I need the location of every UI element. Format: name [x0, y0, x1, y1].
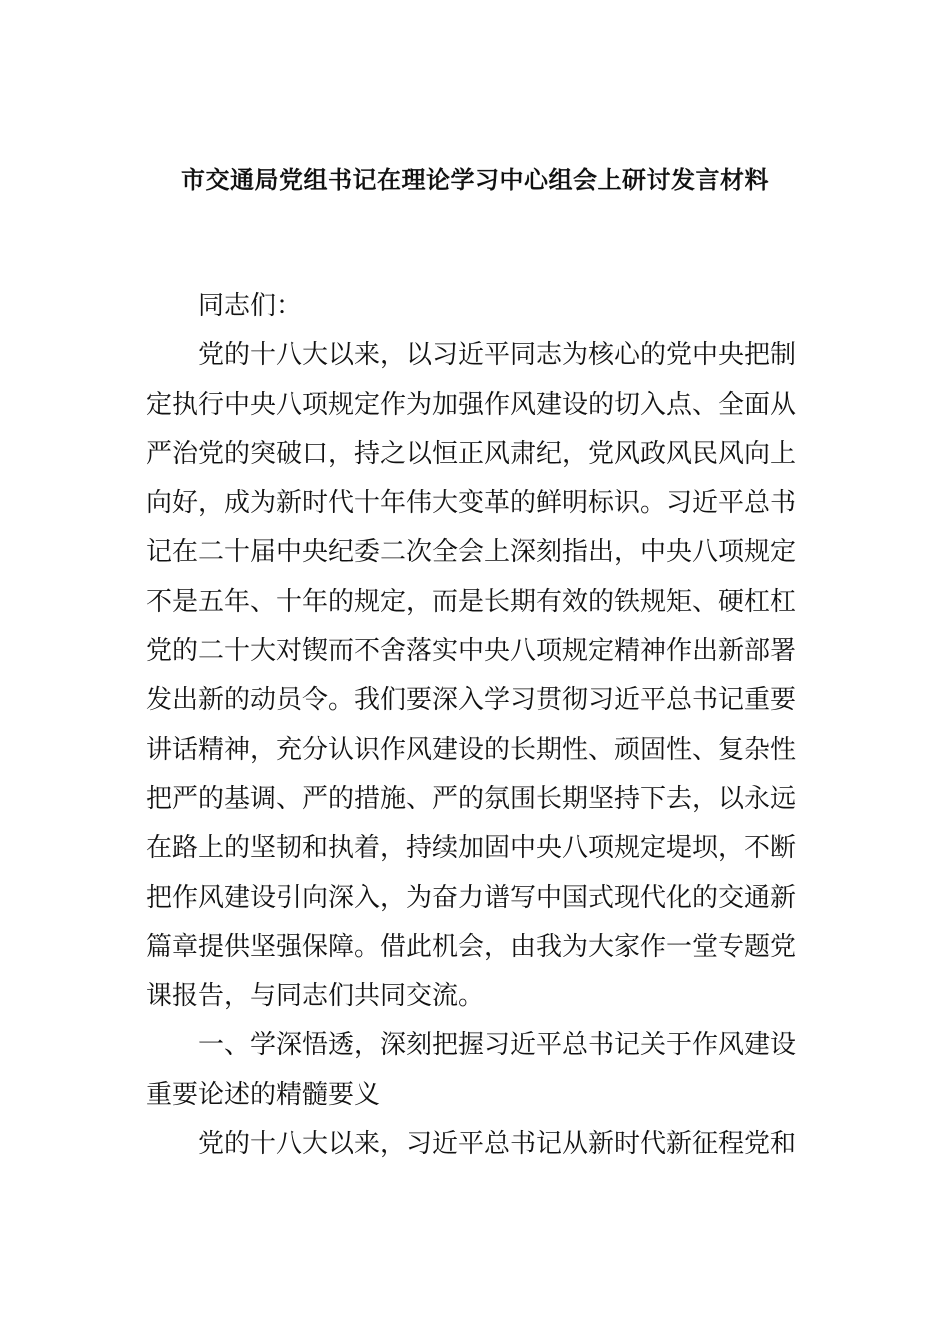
body-line: 课报告，与同志们共同交流。 [146, 981, 485, 1012]
document-title: 市交通局党组书记在理论学习中心组会上研讨发言材料 [181, 166, 769, 194]
body-line: 不是五年、十年的规定，而是长期有效的铁规矩、硬杠杠 [146, 586, 797, 617]
body-line: 同志们： [198, 291, 303, 321]
body-line: 党的十八大以来，习近平总书记从新时代新征程党和 [198, 1129, 797, 1160]
document-body [146, 282, 806, 1169]
body-line: 讲话精神，充分认识作风建设的长期性、顽固性、复杂性 [146, 734, 797, 765]
body-line: 党的十八大以来，以习近平同志为核心的党中央把制 [198, 340, 797, 371]
body-line: 定执行中央八项规定作为加强作风建设的切入点、全面从 [146, 389, 797, 420]
body-line: 把作风建设引向深入，为奋力谱写中国式现代化的交通新 [146, 882, 797, 913]
body-line: 重要论述的精髓要义 [146, 1079, 381, 1110]
body-line: 一、学深悟透，深刻把握习近平总书记关于作风建设 [198, 1030, 797, 1061]
body-line: 发出新的动员令。我们要深入学习贯彻习近平总书记重要 [146, 685, 797, 716]
body-line: 篇章提供坚强保障。借此机会，由我为大家作一堂专题党 [146, 931, 797, 962]
body-line: 在路上的坚韧和执着，持续加固中央八项规定堤坝，不断 [146, 833, 797, 864]
body-line: 记在二十届中央纪委二次全会上深刻指出，中央八项规定 [146, 537, 797, 568]
body-line: 把严的基调、严的措施、严的氛围长期坚持下去，以永远 [146, 783, 797, 814]
body-line: 严治党的突破口，持之以恒正风肃纪，党风政风民风向上 [146, 438, 797, 469]
body-line: 向好，成为新时代十年伟大变革的鲜明标识。习近平总书 [146, 488, 797, 519]
body-line: 党的二十大对锲而不舍落实中央八项规定精神作出新部署 [146, 636, 797, 667]
